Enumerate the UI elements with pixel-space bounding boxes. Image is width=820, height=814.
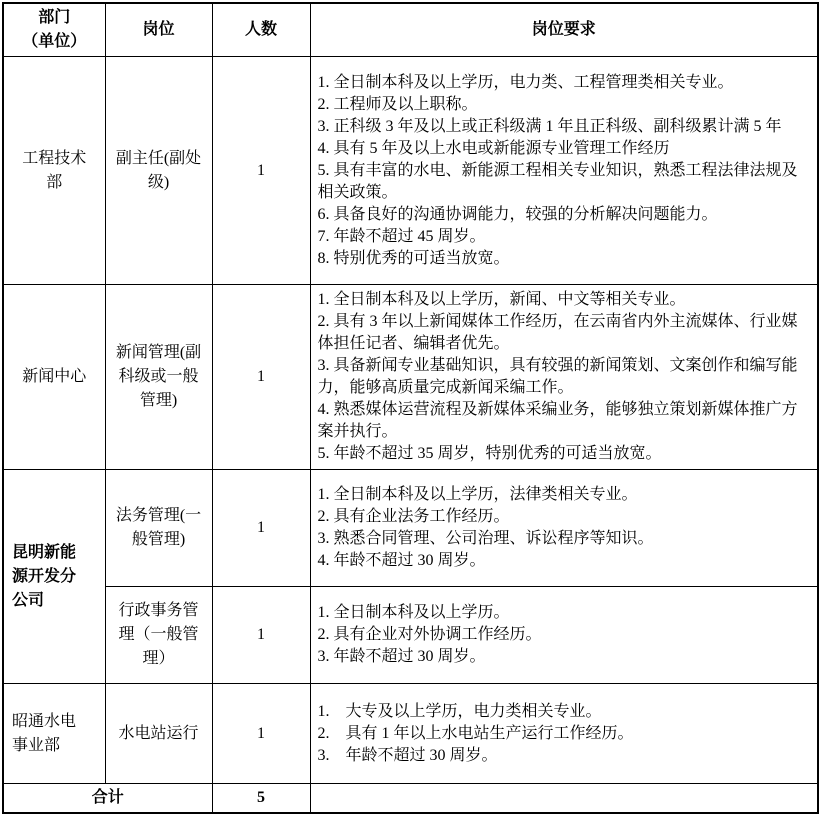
requirement-item: 1. 全日制本科及以上学历，电力类、工程管理类相关专业。 — [317, 73, 734, 91]
cell-requirements — [310, 684, 818, 784]
table-row-news-center — [3, 285, 818, 470]
requirement-item: 2. 工程师及以上职称。 — [317, 95, 478, 113]
total-requirements-empty — [310, 784, 818, 813]
requirement-item: 4. 年龄不超过 30 周岁。 — [317, 552, 486, 569]
requirement-item: 5. 年龄不超过 35 周岁，特别优秀的可适当放宽。 — [317, 445, 662, 462]
requirement-item: 1. 全日制本科及以上学历。 — [317, 604, 510, 621]
table-row-hydropower — [3, 684, 818, 784]
cell-requirements — [310, 587, 818, 684]
recruitment-table — [2, 2, 819, 814]
cell-department: 昭通水电事业部 — [3, 684, 105, 784]
header-requirements: 岗位要求 — [310, 3, 818, 57]
cell-headcount: 1 — [212, 684, 310, 784]
requirement-item: 4. 熟悉媒体运营流程及新媒体采编业务，能够独立策划新媒体推广方案并执行。 — [317, 401, 798, 440]
cell-headcount: 1 — [212, 470, 310, 587]
cell-position: 行政事务管理（一般管理） — [105, 587, 212, 684]
cell-position: 法务管理(一般管理) — [105, 470, 212, 587]
header-department-line1: 部门 — [38, 9, 71, 26]
cell-position: 新闻管理(副科级或一般管理) — [105, 285, 212, 470]
cell-department: 工程技术部 — [3, 57, 105, 285]
requirement-item: 2. 具有企业法务工作经历。 — [317, 508, 510, 525]
requirement-item: 8. 特别优秀的可适当放宽。 — [317, 249, 510, 267]
cell-position: 水电站运行 — [105, 684, 212, 784]
cell-requirements — [310, 470, 818, 587]
total-headcount: 5 — [212, 784, 310, 813]
table-row-engineering — [3, 57, 818, 285]
cell-department: 新闻中心 — [3, 285, 105, 470]
requirement-item: 3. 年龄不超过 30 周岁。 — [317, 746, 498, 764]
header-row — [3, 3, 818, 57]
requirement-item: 1. 全日制本科及以上学历，法律类相关专业。 — [317, 486, 638, 503]
requirement-item: 7. 年龄不超过 45 周岁。 — [317, 227, 486, 245]
requirement-item: 2. 具有企业对外协调工作经历。 — [317, 626, 542, 643]
cell-headcount: 1 — [212, 285, 310, 470]
cell-position: 副主任(副处级) — [105, 57, 212, 285]
requirement-item: 3. 正科级 3 年及以上或正科级满 1 年且正科级、副科级累计满 5 年 — [317, 117, 782, 135]
header-department — [3, 3, 105, 57]
table-row-legal — [3, 470, 818, 587]
requirement-item: 3. 熟悉合同管理、公司治理、诉讼程序等知识。 — [317, 530, 654, 547]
requirement-item: 3. 具备新闻专业基础知识，具有较强的新闻策划、文案创作和编写能力，能够高质量完成新闻采编工作。 — [317, 357, 798, 396]
total-label: 合计 — [3, 784, 212, 813]
requirement-item: 2. 具有 1 年以上水电站生产运行工作经历。 — [317, 724, 634, 742]
requirement-item: 5. 具有丰富的水电、新能源工程相关专业知识，熟悉工程法律法规及相关政策。 — [317, 161, 798, 201]
requirement-item: 3. 年龄不超过 30 周岁。 — [317, 648, 486, 665]
cell-requirements — [310, 57, 818, 285]
header-department-line2: （单位） — [22, 33, 87, 50]
header-headcount: 人数 — [212, 3, 310, 57]
cell-requirements — [310, 285, 818, 470]
table-row-admin — [3, 587, 818, 684]
requirement-item: 1. 大专及以上学历，电力类相关专业。 — [317, 702, 602, 720]
cell-headcount: 1 — [212, 587, 310, 684]
header-position: 岗位 — [105, 3, 212, 57]
total-row — [3, 784, 818, 813]
requirement-item: 6. 具备良好的沟通协调能力，较强的分析解决问题能力。 — [317, 205, 718, 223]
requirement-item: 1. 全日制本科及以上学历，新闻、中文等相关专业。 — [317, 291, 686, 308]
cell-headcount: 1 — [212, 57, 310, 285]
requirement-item: 2. 具有 3 年以上新闻媒体工作经历，在云南省内外主流媒体、行业媒体担任记者、编辑者优先。 — [317, 313, 798, 352]
requirement-item: 4. 具有 5 年及以上水电或新能源专业管理工作经历 — [317, 139, 670, 157]
cell-department-kunming: 昆明新能源开发分公司 — [3, 470, 105, 684]
